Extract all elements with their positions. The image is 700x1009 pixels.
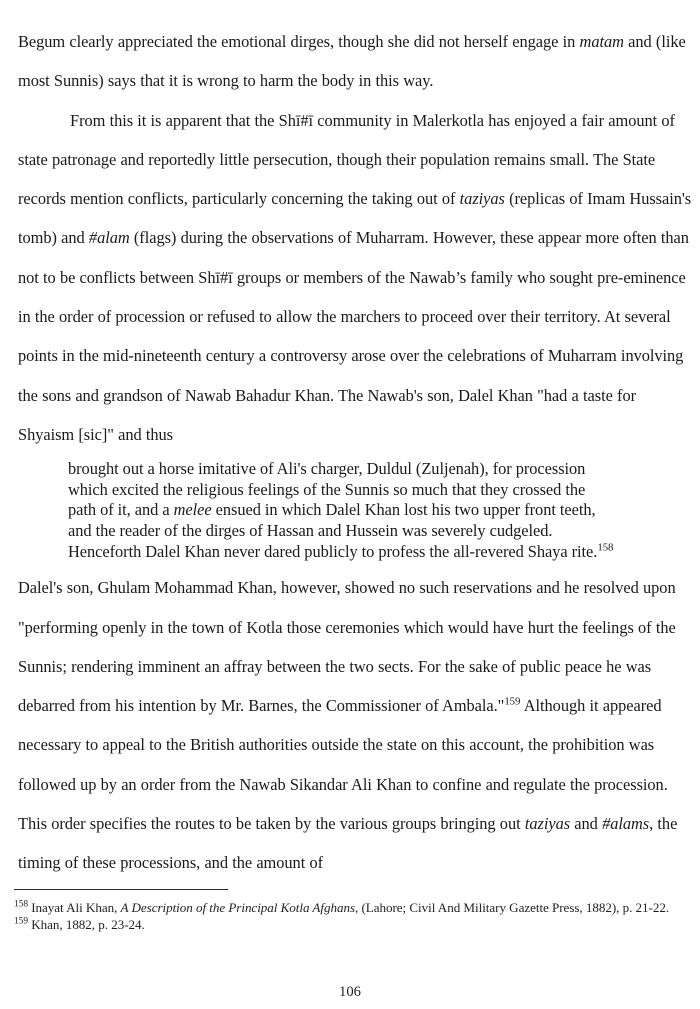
block-quote-dalel-khan [18, 459, 692, 562]
footnote-marker: 158 [14, 899, 28, 910]
italic-term: A Description of the Principal Kotla Afghans [120, 900, 356, 915]
footnote-separator-rule [14, 889, 228, 890]
page-number: 106 [339, 984, 361, 1000]
footnote-reference: 159 [504, 695, 521, 708]
footnote-reference: 158 [597, 541, 614, 554]
italic-term: melee [173, 500, 212, 520]
italic-term: matam [579, 32, 624, 51]
italic-term: #alam [88, 228, 130, 248]
paragraph-ghulam-mohammad-khan: Dalel's son, Ghulam Mohammad Khan, however, showed no such reservations and he resolved upon "performing openly in the town of Kotla those ceremonies which would have hurt the feelings of the Sunnis; rendering imminent an affray between the two sects. For the sake of public peace he was debarred from his intention by Mr. Barnes, the Commissioner of Ambala."$^{159}$ Although it appeared necessary to appeal to the British authorities outside the state on this account, the prohibition was followed up by an order from the Nawab Sikandar Ali Khan to confine and regulate the procession. This order specifies the routes to be taken by the various groups bringing out taziyas and #alams, the timing of these processions, and the amount of [18, 578, 678, 873]
footnote-area [14, 889, 690, 933]
block-quote-line: brought out a horse imitative of Ali's charger, Duldul (Zuljenah), for procession [68, 459, 586, 479]
paragraph-begum: Begum clearly appreciated the emotional dirges, though she did not herself engage in matam and (like most Sunnis) says that it is wrong to harm the body in this way. [18, 32, 686, 91]
block-quote-line: and the reader of the dirges of Hassan and Hussein was severely cudgeled. [68, 521, 553, 541]
italic-term: #alams [602, 814, 650, 834]
italic-term: taziyas [459, 189, 505, 209]
footnote-marker: 159 [14, 916, 28, 927]
block-quote-line: which excited the religious feelings of the Sunnis so much that they crossed the [68, 479, 586, 499]
italic-term: taziyas [524, 814, 571, 834]
page-body [18, 22, 692, 883]
footnote-159: $^{159}$ Khan, 1882, p. 23-24. [14, 916, 145, 933]
paragraph-shii-community: From this it is apparent that the Shī#ī community in Malerkotla has enjoyed a fair amount of state patronage and reportedly little persecution, though their population remains small. The State records mention conflicts, particularly concerning the taking out of taziyas (replicas of Imam Hussain's tomb) and #alam (flags) during the observations of Muharram. However, these appear more often than not to be conflicts between Shī#ī groups or members of the Nawab’s family who sought pre-eminence in the order of procession or refused to allow the marchers to proceed over their territory. At several points in the mid-nineteenth century a controversy arose over the celebrations of Muharram involving the sons and grandson of Nawab Bahadur Khan. The Nawab's son, Dalel Khan "had a taste for Shyaism [sic]" and thus [18, 110, 692, 444]
block-quote-line: Henceforth Dalel Khan never dared publicly to profess the all-revered Shaya rite.$^{158}$ [68, 541, 614, 561]
block-quote-line: path of it, and a melee ensued in which Dalel Khan lost his two upper front teeth, [68, 500, 596, 520]
footnote-158: $^{158}$ Inayat Ali Khan, A Description of the Principal Kotla Afghans, (Lahore; Civil And Military Gazette Press, 1882), p. 21-22. [14, 899, 670, 915]
